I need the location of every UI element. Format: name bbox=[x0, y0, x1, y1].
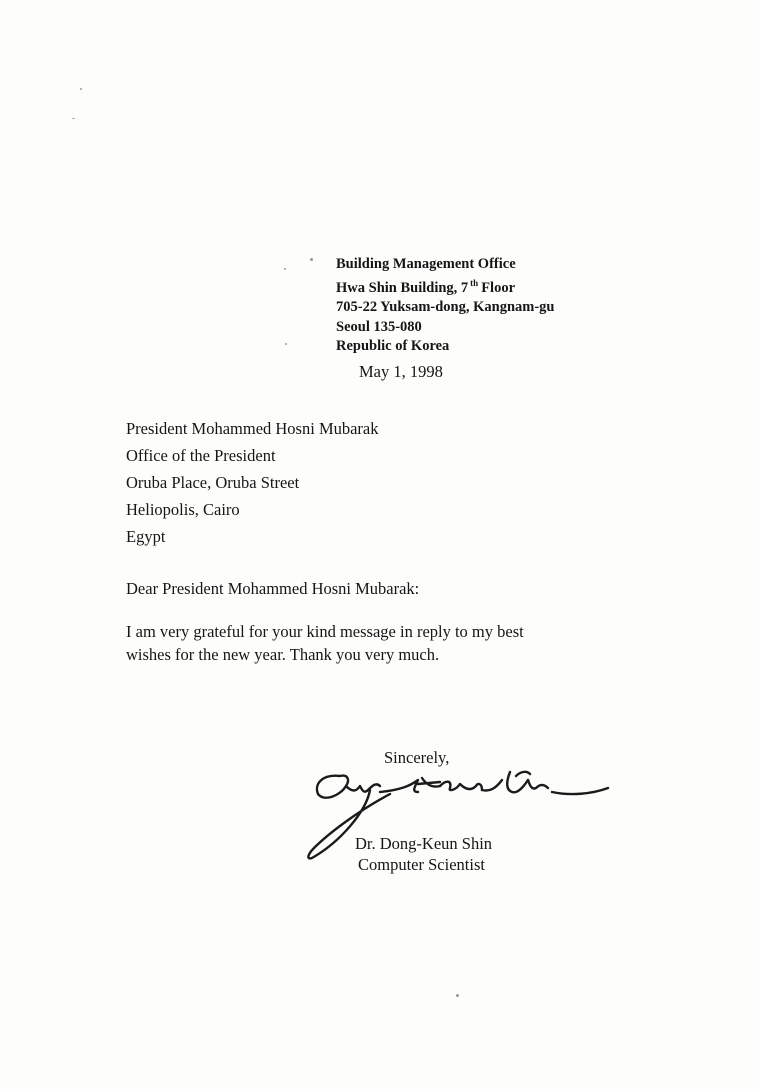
recipient-street: Oruba Place, Oruba Street bbox=[126, 473, 300, 492]
letter-body bbox=[126, 620, 596, 666]
signer-name: Dr. Dong-Keun Shin bbox=[355, 834, 493, 853]
recipient-country: Egypt bbox=[126, 527, 166, 546]
sender-address-block bbox=[336, 255, 555, 356]
body-line-1: I am very grateful for your kind message in reply to my best bbox=[126, 622, 524, 641]
scan-speck bbox=[285, 343, 287, 345]
sender-floor-word: Floor bbox=[481, 280, 516, 297]
recipient-address-block bbox=[126, 415, 379, 550]
sender-line-office: Building Management Office bbox=[336, 256, 516, 272]
sender-building-name: Hwa Shin Building, 7 bbox=[336, 280, 469, 297]
signer-title: Computer Scientist bbox=[358, 855, 485, 874]
scan-speck bbox=[72, 118, 75, 119]
closing: Sincerely, bbox=[384, 748, 450, 767]
letter-date: May 1, 1998 bbox=[359, 362, 443, 381]
scan-speck bbox=[80, 88, 82, 90]
sender-floor-superscript: th bbox=[470, 278, 479, 289]
scan-speck bbox=[310, 258, 313, 261]
scan-speck bbox=[456, 994, 459, 997]
recipient-city: Heliopolis, Cairo bbox=[126, 500, 240, 519]
recipient-name: President Mohammed Hosni Mubarak bbox=[126, 419, 379, 438]
body-line-2: wishes for the new year. Thank you very much. bbox=[126, 645, 440, 664]
sender-line-city: Seoul 135-080 bbox=[336, 318, 422, 335]
sender-line-street: 705-22 Yuksam-dong, Kangnam-gu bbox=[336, 299, 555, 316]
sender-line-building bbox=[336, 274, 555, 298]
salutation: Dear President Mohammed Hosni Mubarak: bbox=[126, 579, 420, 598]
recipient-office: Office of the President bbox=[126, 446, 276, 465]
scan-speck bbox=[284, 268, 286, 270]
sender-line-country: Republic of Korea bbox=[336, 337, 450, 354]
